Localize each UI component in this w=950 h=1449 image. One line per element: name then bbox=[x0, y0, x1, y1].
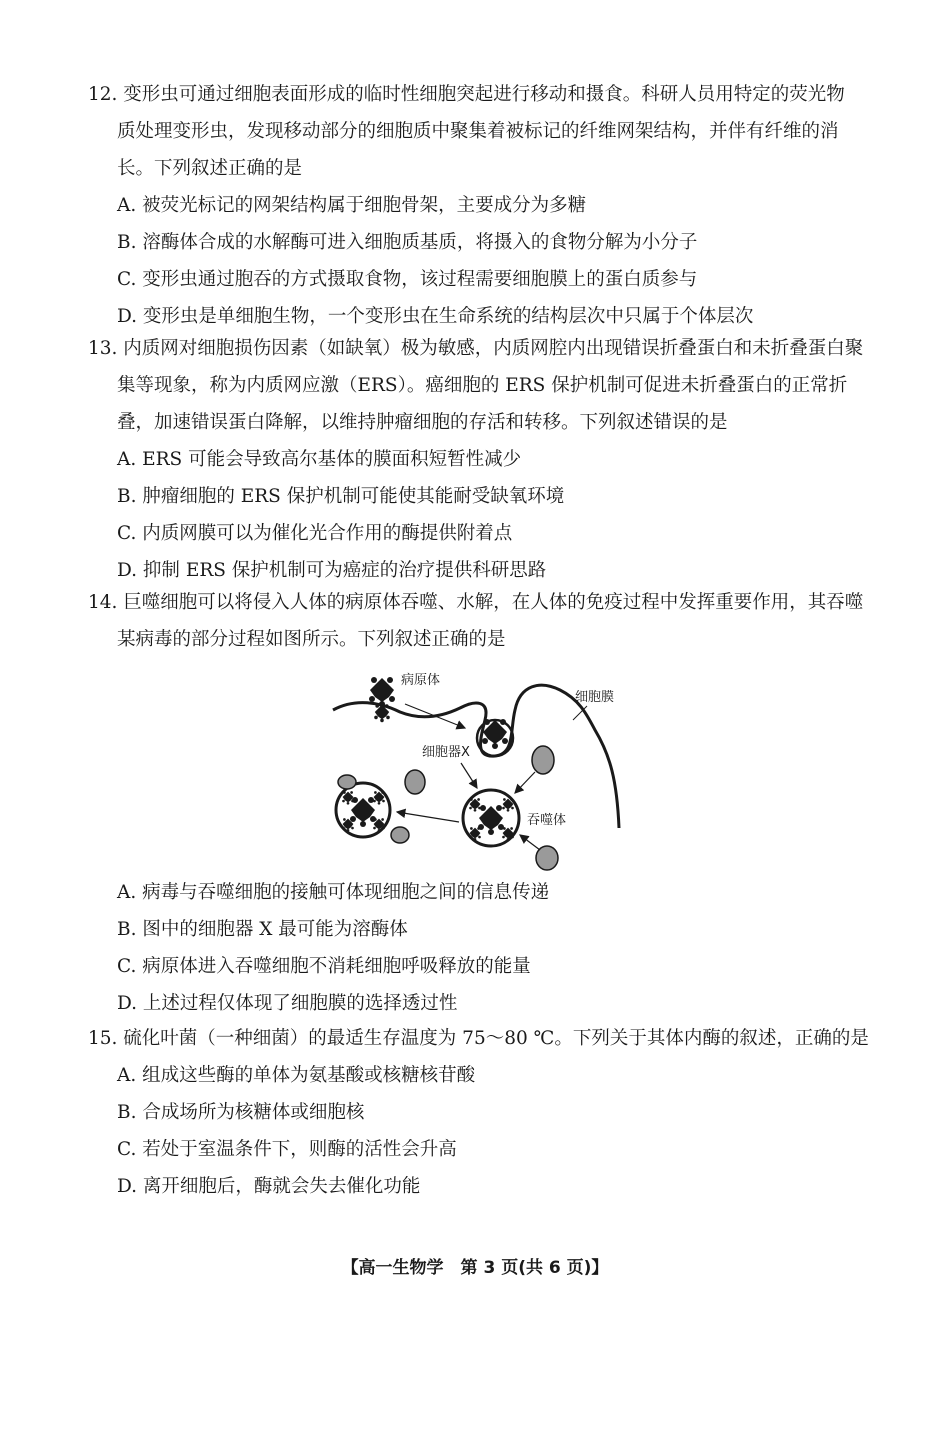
question-13-option-d: D. 抑制 ERS 保护机制可为癌症的治疗提供科研思路 bbox=[117, 560, 547, 581]
question-15-option-c: C. 若处于室温条件下，则酶的活性会升高 bbox=[117, 1139, 457, 1160]
question-12-option-d: D. 变形虫是单细胞生物，一个变形虫在生命系统的结构层次中只属于个体层次 bbox=[117, 306, 754, 327]
label-cell-membrane: 细胞膜 bbox=[575, 690, 615, 705]
question-12-stem-line-2: 质处理变形虫，发现移动部分的细胞质中聚集着被标记的纤维网架结构，并伴有纤维的消 bbox=[117, 121, 839, 142]
question-13 bbox=[88, 330, 878, 589]
question-14-stem-line-2: 某病毒的部分过程如图所示。下列叙述正确的是 bbox=[117, 629, 506, 650]
question-13-option-c: C. 内质网膜可以为催化光合作用的酶提供附着点 bbox=[117, 523, 513, 544]
pathogen-bound-icon bbox=[374, 704, 390, 722]
question-12-option-b: B. 溶酶体合成的水解酶可进入细胞质基质，将摄入的食物分解为小分子 bbox=[117, 232, 698, 253]
question-12-option-a: A. 被荧光标记的网架结构属于细胞骨架，主要成分为多糖 bbox=[117, 195, 587, 216]
question-14-option-c: C. 病原体进入吞噬细胞不消耗细胞呼吸释放的能量 bbox=[117, 956, 531, 977]
label-pathogen: 病原体 bbox=[401, 673, 441, 688]
question-13-stem-line-1: 13. 内质网对细胞损伤因素（如缺氧）极为敏感，内质网腔内出现错误折叠蛋白和未折叠蛋白聚 bbox=[88, 338, 864, 359]
question-14-option-d: D. 上述过程仅体现了细胞膜的选择透过性 bbox=[117, 993, 458, 1014]
question-14-option-b: B. 图中的细胞器 X 最可能为溶酶体 bbox=[117, 919, 408, 940]
question-14-stem-line-1: 14. 巨噬细胞可以将侵入人体的病原体吞噬、水解，在人体的免疫过程中发挥重要作用，其吞噬 bbox=[88, 592, 864, 613]
question-15-option-b: B. 合成场所为核糖体或细胞核 bbox=[117, 1102, 365, 1123]
question-15-option-d: D. 离开细胞后，酶就会失去催化功能 bbox=[117, 1176, 421, 1197]
organelle-x bbox=[405, 770, 425, 794]
question-12 bbox=[88, 76, 878, 335]
question-14-option-a: A. 病毒与吞噬细胞的接触可体现细胞之间的信息传递 bbox=[117, 882, 550, 903]
question-13-stem-line-2: 集等现象，称为内质网应激（ERS）。癌细胞的 ERS 保护机制可促进未折叠蛋白的正常折 bbox=[117, 375, 848, 396]
page-footer: 【高一生物学 第 3 页(共 6 页)】 bbox=[341, 1258, 609, 1278]
phagocytosis-diagram bbox=[325, 660, 635, 875]
question-13-option-b: B. 肿瘤细胞的 ERS 保护机制可能使其能耐受缺氧环境 bbox=[117, 486, 565, 507]
question-12-option-c: C. 变形虫通过胞吞的方式摄取食物，该过程需要细胞膜上的蛋白质参与 bbox=[117, 269, 698, 290]
organelle-x bbox=[532, 746, 554, 774]
question-14 bbox=[88, 584, 878, 658]
question-15-option-a: A. 组成这些酶的单体为氨基酸或核糖核苷酸 bbox=[117, 1065, 476, 1086]
question-12-stem-line-1: 12. 变形虫可通过细胞表面形成的临时性细胞突起进行移动和摄食。科研人员用特定的荧光物 bbox=[88, 84, 845, 105]
label-phagosome: 吞噬体 bbox=[527, 813, 567, 828]
label-organelle-x: 细胞器X bbox=[422, 745, 470, 760]
question-15-stem-line-1: 15. 硫化叶菌（一种细菌）的最适生存温度为 75～80 ℃。下列关于其体内酶的叙述，正确的是 bbox=[88, 1028, 869, 1049]
question-13-stem-line-3: 叠，加速错误蛋白降解，以维持肿瘤细胞的存活和转移。下列叙述错误的是 bbox=[117, 412, 728, 433]
question-12-stem-line-3: 长。下列叙述正确的是 bbox=[117, 158, 303, 179]
question-13-option-a: A. ERS 可能会导致高尔基体的膜面积短暂性减少 bbox=[117, 449, 522, 470]
question-14-options bbox=[88, 874, 878, 1022]
question-15 bbox=[88, 1020, 878, 1205]
